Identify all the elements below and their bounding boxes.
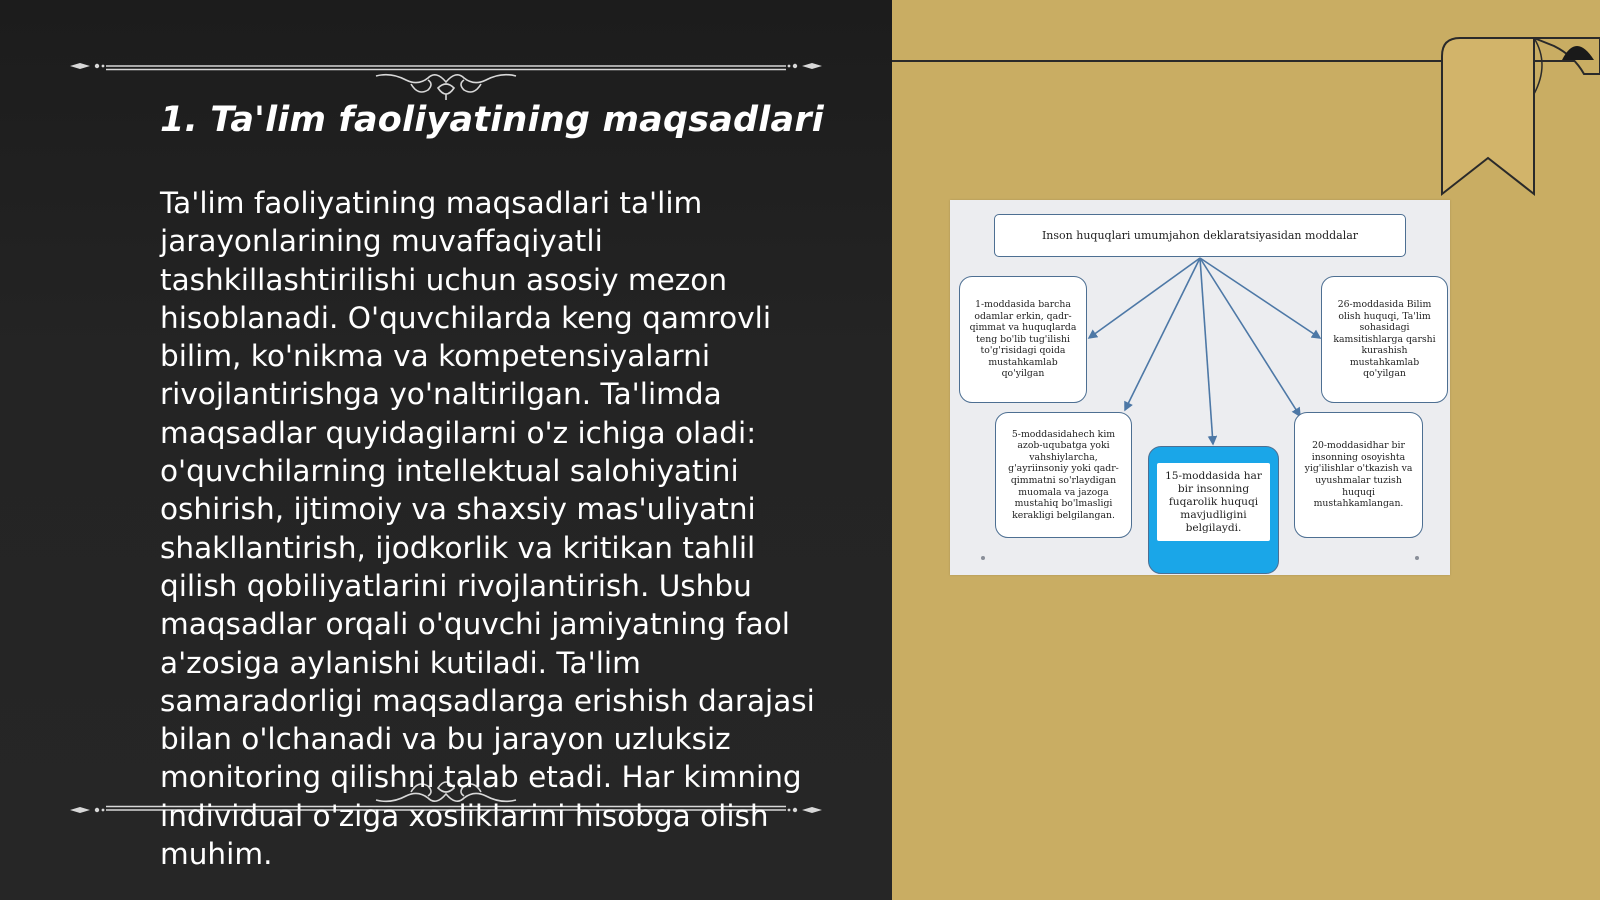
diagram-node-article-20: 20-moddasidhar bir insonning osoyishta yig'ilishlar o'tkazish va uyushmalar tuzish huquqi mustahkamlangan. xyxy=(1294,412,1423,538)
slide-title: 1. Ta'lim faoliyatining maqsadlari xyxy=(160,100,824,140)
scroll-divider-icon xyxy=(66,50,826,100)
slide-body-text: Ta'lim faoliyatining maqsadlari ta'lim jarayonlarining muvaffaqiyatli tashkillashtirilishi uchun asosiy mezon hisoblanadi. O'quvchilarda keng qamrovli bilim, ko'nikma va kompetensiyalarni rivojlantirishga yo'naltirilgan. Ta'limda maqsadlar quyidagilarni o'z ichiga oladi: o'quvchilarning intellektual salohiyatini oshirish, ijtimoiy va shaxsiy mas'uliyatni shakllantirish, ijodkorlik va kritikan tahlil qilish qobiliyatlarini rivojlantirish. Ushbu maqsadlar orqali o'quvchi jamiyatning faol a'zosiga aylanishi kutiladi. Ta'lim samaradorligi maqsadlarga erishish darajasi bilan o'lchanadi va bu jarayon uzluksiz monitoring qilishni talab etadi. Har kimning individual o'ziga xosliklarini hisobga olish muhim. xyxy=(160,186,815,872)
diagram-node-article-1: 1-moddasida barcha odamlar erkin, qadr-qimmat va huquqlarda teng bo'lib tug'ilishi to'g'risidagi qoida mustahkamlab qo'yilgan xyxy=(959,276,1087,403)
diagram-node-article-15: 15-moddasida har bir insonning fuqarolik huquqi mavjudligini belgilaydi. xyxy=(1157,463,1270,541)
bookmark-ribbon-icon xyxy=(1434,34,1600,204)
diagram-dot xyxy=(1415,556,1419,560)
diagram-header: Inson huquqlari umumjahon deklaratsiyasidan moddalar xyxy=(994,214,1406,257)
diagram-node-article-15-frame xyxy=(1148,446,1279,574)
diagram-dot xyxy=(981,556,985,560)
diagram-node-article-26: 26-moddasida Bilim olish huquqi, Ta'lim sohasidagi kamsitishlarga qarshi kurashish mustahkamlab qo'yilgan xyxy=(1321,276,1448,403)
declaration-diagram xyxy=(950,200,1450,575)
diagram-node-article-5: 5-moddasidahech kim azob-uqubatga yoki vahshiylarcha, g'ayriinsoniy yoki qadr-qimmatni so'rlaydigan muomala va jazoga mustahiq bo'lmasligi kerakligi belgilangan. xyxy=(995,412,1132,538)
